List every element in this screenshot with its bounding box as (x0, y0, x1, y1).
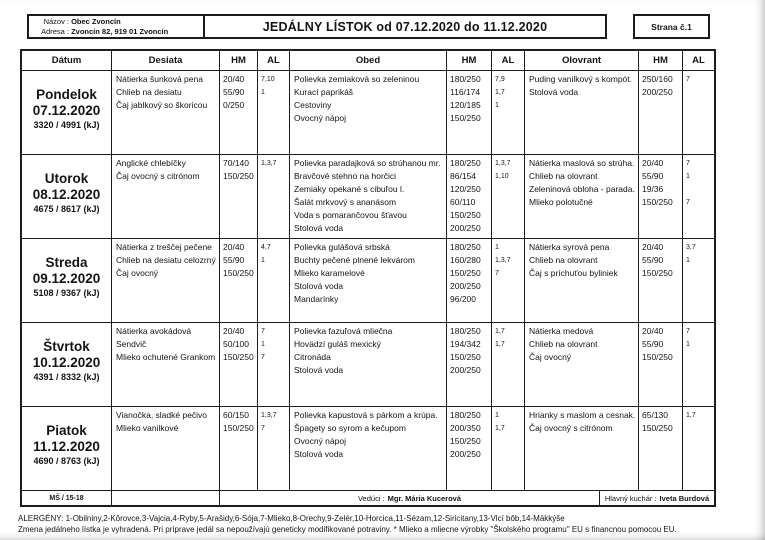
manager-name: Mgr. Mária Kucerová (387, 493, 462, 503)
olovrant-al-line: 1,7 (686, 412, 696, 419)
desiata-al-line: 7 (261, 328, 265, 335)
desiata-name-line: Nátierka z treščej pečene (116, 242, 212, 252)
desiata-al-cell (258, 323, 290, 406)
obed-hm-line: 96/200 (450, 294, 476, 304)
day-energy: 3320 / 4991 (kJ) (33, 119, 100, 130)
day-date: 10.12.2020 (32, 354, 101, 370)
obed-name-line: Stolová voda (294, 223, 344, 233)
desiata-hm-line: 55/90 (223, 255, 245, 265)
olovrant-hm-line: 20/40 (642, 158, 664, 168)
obed-hm-line: 116/174 (450, 87, 481, 97)
desiata-al-line: 7 (261, 425, 265, 432)
allergens-note: ALERGÉNY: 1-Obilniny,2-Kôrovce,3-Vajcia,4-Ryby,5-Arašidy,6-Sója,7-Mlieko,8-Orechy,9-Zelér,10-Horcica,11-Sézam,12-Siricitany,13-Vlcí bôb,14-Mäkkýše (18, 514, 565, 523)
table-footer-row (22, 491, 714, 505)
obed-name-line: Cestoviny (294, 100, 332, 110)
olovrant-al-cell (683, 407, 714, 490)
desiata-name-line: Čaj jablkový so škoricou (116, 100, 208, 110)
olovrant-name-cell (525, 71, 639, 154)
page-number: Strana č.1 (633, 14, 710, 39)
olovrant-name-line: Čaj s príchuťou byliniek (529, 268, 618, 278)
desiata-al-line: 1,3,7 (261, 160, 277, 167)
desiata-name-line: Mlieko ochutené Grankom (116, 352, 216, 362)
obed-hm-cell (447, 71, 492, 154)
school-type-cell: MŠ / 15-18 (22, 491, 112, 505)
desiata-hm-line: 150/250 (223, 423, 254, 433)
column-header-olovrant: Olovrant (525, 51, 639, 70)
desiata-name-cell (112, 323, 220, 406)
obed-al-line: 1,7 (495, 328, 505, 335)
obed-hm-line: 120/185 (450, 100, 481, 110)
day-name: Streda (45, 254, 88, 270)
olovrant-name-line: Čaj ovocný s citrónom (529, 423, 613, 433)
desiata-al-line: 4,7 (261, 244, 271, 251)
olovrant-name-cell (525, 155, 639, 238)
obed-name-line: Kurací paprikáš (294, 87, 354, 97)
desiata-al-cell (258, 71, 290, 154)
desiata-name-line: Nátierka avokádová (116, 326, 192, 336)
olovrant-hm-line: 55/90 (642, 171, 664, 181)
olovrant-name-line: Stolová voda (529, 87, 579, 97)
obed-hm-line: 200/250 (450, 223, 481, 233)
obed-name-line: Voda s pomarančovou šťavou (294, 210, 407, 220)
obed-al-line (495, 448, 524, 461)
obed-hm-line: 180/250 (450, 158, 481, 168)
day-energy: 5108 / 9367 (kJ) (33, 287, 100, 298)
org-name-label: Názov : (43, 17, 69, 26)
obed-al-line: 7,9 (495, 76, 505, 83)
column-header-al-1: AL (258, 51, 290, 70)
desiata-al-line (261, 170, 289, 183)
obed-name-line: Polievka fazuľová mliečna (294, 326, 393, 336)
date-cell (22, 407, 112, 490)
obed-name-line: Polievka gulášová srbská (294, 242, 390, 252)
obed-al-line: 1,7 (495, 425, 505, 432)
olovrant-al-line (686, 422, 714, 435)
obed-al-line (495, 351, 524, 364)
desiata-name-line: Chlieb na desiatu (116, 87, 182, 97)
desiata-al-line: 7,10 (261, 76, 275, 83)
organization-box (27, 14, 205, 39)
column-header-al-3: AL (692, 55, 705, 66)
olovrant-al-line: 7 (686, 160, 690, 167)
obed-hm-line: 180/250 (450, 74, 481, 84)
desiata-name-line: Čaj ovocný (116, 268, 159, 278)
obed-al-cell (492, 407, 525, 490)
olovrant-al-cell (683, 239, 714, 322)
desiata-hm-cell (220, 71, 258, 154)
olovrant-hm-line: 150/250 (642, 197, 673, 207)
org-address-line (36, 27, 203, 37)
desiata-name-line: Čaj ovocný s citrónom (116, 171, 200, 181)
desiata-hm-cell (220, 323, 258, 406)
desiata-al-line: 7 (261, 354, 265, 361)
day-name: Utorok (44, 170, 89, 186)
olovrant-hm-cell (639, 71, 683, 154)
obed-al-cell (492, 323, 525, 406)
olovrant-hm-line: 19/36 (642, 184, 664, 194)
obed-hm-cell (447, 407, 492, 490)
desiata-name-line: Anglické chlebíčky (116, 158, 186, 168)
olovrant-al-line: 7 (686, 199, 690, 206)
olovrant-hm-line: 65/130 (642, 410, 668, 420)
obed-al-line (495, 435, 524, 448)
column-header-hm-3: HM (639, 51, 683, 70)
day-row-pondelok (22, 71, 714, 155)
olovrant-hm-line: 250/160 (642, 74, 673, 84)
column-header-hm-1: HM (220, 51, 258, 70)
desiata-hm-line: 20/40 (223, 242, 245, 252)
obed-hm-line: 200/350 (450, 423, 481, 433)
olovrant-name-line: Chlieb na olovrant (529, 339, 598, 349)
obed-al-line (495, 196, 524, 209)
obed-hm-line: 86/154 (450, 171, 476, 181)
obed-al-cell (492, 239, 525, 322)
olovrant-hm-line: 55/90 (642, 339, 664, 349)
obed-hm-line: 150/250 (450, 268, 481, 278)
obed-al-line (495, 112, 524, 125)
obed-hm-line: 120/250 (450, 184, 481, 194)
desiata-al-line: 1 (261, 89, 265, 96)
obed-hm-line: 194/342 (450, 339, 481, 349)
obed-hm-line: 180/250 (450, 410, 481, 420)
obed-hm-cell (447, 323, 492, 406)
desiata-hm-cell (220, 239, 258, 322)
olovrant-al-line (686, 267, 714, 280)
manager-signature-cell (220, 491, 600, 505)
obed-al-cell (492, 71, 525, 154)
desiata-al-line: 1,3,7 (261, 412, 277, 419)
olovrant-al-line: 7 (686, 328, 690, 335)
day-row-štvrtok (22, 323, 714, 407)
desiata-hm-line: 0/250 (223, 100, 245, 110)
desiata-name-line: Sendvič (116, 339, 147, 349)
olovrant-hm-line: 200/250 (642, 87, 673, 97)
olovrant-name-line: Nátierka medová (529, 326, 594, 336)
obed-al-line (495, 222, 524, 235)
olovrant-hm-line: 150/250 (642, 352, 673, 362)
day-energy: 4690 / 8763 (kJ) (33, 455, 100, 466)
table-header-row (22, 51, 714, 71)
footer-empty-cell (112, 491, 220, 505)
obed-name-cell (290, 407, 447, 490)
obed-al-line: 1 (495, 102, 499, 109)
column-header-datum: Dátum (22, 51, 112, 70)
desiata-hm-line: 150/250 (223, 268, 254, 278)
desiata-name-cell (112, 71, 220, 154)
desiata-name-line: Mlieko vanilkové (116, 423, 179, 433)
obed-al-line (495, 183, 524, 196)
menu-table (20, 49, 716, 507)
chef-signature-cell (600, 491, 714, 505)
desiata-al-line: 1 (261, 341, 265, 348)
olovrant-hm-cell (639, 155, 683, 238)
olovrant-name-cell (525, 323, 639, 406)
obed-hm-cell (447, 239, 492, 322)
obed-al-line: 1,3,7 (495, 160, 511, 167)
obed-name-cell (290, 71, 447, 154)
day-date: 07.12.2020 (32, 102, 101, 118)
obed-hm-line: 160/280 (450, 255, 481, 265)
olovrant-name-line: Chlieb na olovrant (529, 255, 598, 265)
obed-al-line: 1,7 (495, 341, 505, 348)
obed-name-line: Stolová voda (294, 281, 344, 291)
desiata-hm-cell (220, 407, 258, 490)
day-date: 09.12.2020 (32, 270, 101, 286)
olovrant-al-line (686, 183, 714, 196)
obed-hm-line: 200/250 (450, 365, 481, 375)
desiata-al-cell (258, 239, 290, 322)
chef-label: Hlavný kuchár : (604, 493, 657, 503)
day-row-piatok (22, 407, 714, 491)
olovrant-hm-line: 150/250 (642, 268, 673, 278)
desiata-name-line: Chlieb na desiatu celozrný (116, 255, 216, 265)
olovrant-name-line: Zeleninová obloha - parada. (529, 184, 635, 194)
obed-name-line: Hovädzí guláš mexický (294, 339, 381, 349)
desiata-hm-line: 70/140 (223, 158, 249, 168)
header-gap (607, 14, 633, 39)
desiata-al-line: 1 (261, 257, 265, 264)
obed-name-cell (290, 239, 447, 322)
obed-name-line: Ovocný nápoj (294, 113, 346, 123)
desiata-name-cell (112, 155, 220, 238)
column-header-al-2: AL (492, 51, 525, 70)
obed-hm-cell (447, 155, 492, 238)
obed-hm-line: 60/110 (450, 197, 476, 207)
obed-al-line: 1,10 (495, 173, 509, 180)
day-date: 11.12.2020 (33, 438, 100, 454)
disclaimer-note: Zmena jedálneho lístka je vyhradená. Pri príprave jedál sa nepoužívajú geneticky modifikované potraviny. * Mlieko a mliecne výrobky "Školského programu" EU s financnou pomocou EU. (18, 524, 677, 534)
olovrant-name-line: Nátierka maslová so strúha. (529, 158, 635, 168)
olovrant-name-line: Chlieb na olovrant (529, 171, 598, 181)
menu-title: JEDÁLNY LÍSTOK od 07.12.2020 do 11.12.2020 (205, 14, 607, 39)
olovrant-al-line: 1 (686, 173, 690, 180)
obed-name-line: Šalát mrkvový s ananásom (294, 197, 397, 207)
org-name-line (36, 17, 203, 27)
desiata-hm-line: 150/250 (223, 352, 254, 362)
olovrant-name-cell (525, 239, 639, 322)
desiata-hm-line: 150/250 (223, 171, 254, 181)
obed-al-line (495, 364, 524, 377)
column-header-desiata: Desiata (112, 51, 220, 70)
day-row-streda (22, 239, 714, 323)
olovrant-al-line (686, 351, 714, 364)
obed-name-line: Mandarínky (294, 294, 339, 304)
org-address-value: Zvoncín 82, 919 01 Zvoncín (71, 26, 169, 36)
day-name: Štvrtok (43, 338, 90, 354)
olovrant-name-line: Nátierka syrová pena (529, 242, 610, 252)
olovrant-hm-cell (639, 239, 683, 322)
desiata-hm-line: 50/100 (223, 339, 249, 349)
chef-name: Iveta Burdová (659, 493, 710, 503)
desiata-al-line (261, 267, 289, 280)
obed-name-line: Stolová voda (294, 365, 344, 375)
date-cell (22, 323, 112, 406)
olovrant-hm-line: 20/40 (642, 326, 664, 336)
day-date: 08.12.2020 (32, 186, 101, 202)
desiata-al-cell (258, 155, 290, 238)
obed-hm-line: 200/250 (450, 449, 481, 459)
obed-hm-line: 150/250 (450, 436, 481, 446)
obed-name-line: Bravčové stehno na horčici (294, 171, 397, 181)
day-energy: 4675 / 8617 (kJ) (33, 203, 100, 214)
desiata-hm-line: 20/40 (223, 74, 245, 84)
olovrant-al-cell (683, 155, 714, 238)
desiata-hm-line: 55/90 (223, 87, 245, 97)
column-header-hm-2: HM (447, 51, 492, 70)
obed-name-line: Polievka paradajková so strúhanou mr. (294, 158, 441, 168)
obed-name-line: Mlieko karamelové (294, 268, 365, 278)
olovrant-hm-line: 150/250 (642, 423, 673, 433)
desiata-name-line: Vianočka, sladké pečivo (116, 410, 208, 420)
desiata-name-cell (112, 239, 220, 322)
obed-hm-line: 150/250 (450, 352, 481, 362)
document-header (27, 14, 765, 39)
obed-name-cell (290, 155, 447, 238)
olovrant-hm-line: 20/40 (642, 242, 664, 252)
olovrant-al-line: 1 (686, 341, 690, 348)
day-name: Piatok (46, 422, 87, 438)
olovrant-al-cell (683, 323, 714, 406)
obed-hm-line: 180/250 (450, 242, 481, 252)
obed-al-line (495, 293, 524, 306)
olovrant-name-line: Mlieko polotučné (529, 197, 593, 207)
obed-al-line: 1 (495, 244, 499, 251)
desiata-al-cell (258, 407, 290, 490)
desiata-hm-cell (220, 155, 258, 238)
obed-hm-line: 200/250 (450, 281, 481, 291)
olovrant-al-line: 7 (686, 76, 690, 83)
obed-name-line: Zemiaky opekané s cibuľou l. (294, 184, 405, 194)
obed-name-line: Citronáda (294, 352, 331, 362)
desiata-name-line: Nátierka šunková pena (116, 74, 203, 84)
footnotes (18, 514, 765, 535)
obed-hm-line: 150/250 (450, 210, 481, 220)
olovrant-hm-line: 55/90 (642, 255, 664, 265)
date-cell (22, 155, 112, 238)
obed-name-line: Polievka kapustová s párkom a krúpa. (294, 410, 438, 420)
olovrant-name-cell (525, 407, 639, 490)
olovrant-name-line: Hrianky s maslom a cesnak. (529, 410, 636, 420)
date-cell (22, 239, 112, 322)
olovrant-al-line: 1 (686, 257, 690, 264)
column-header-obed: Obed (290, 51, 447, 70)
olovrant-al-cell (683, 71, 714, 154)
day-name: Pondelok (36, 86, 97, 102)
date-cell (22, 71, 112, 154)
olovrant-al-line (686, 86, 714, 99)
obed-name-line: Ovocný nápoj (294, 436, 346, 446)
obed-hm-line: 150/250 (450, 113, 481, 123)
day-row-utorok (22, 155, 714, 239)
obed-al-cell (492, 155, 525, 238)
obed-name-line: Špagety so syrom a kečupom (294, 423, 406, 433)
olovrant-hm-cell (639, 323, 683, 406)
desiata-al-line (261, 99, 289, 112)
menu-body (22, 71, 714, 491)
olovrant-al-line: 3,7 (686, 244, 696, 251)
org-address-label: Adresa : (41, 26, 69, 36)
desiata-hm-line: 60/150 (223, 410, 249, 420)
olovrant-name-line: Puding vanilkový s kompót. (529, 74, 632, 84)
obed-al-line: 1,7 (495, 89, 505, 96)
obed-name-cell (290, 323, 447, 406)
obed-name-line: Stolová voda (294, 449, 344, 459)
olovrant-hm-cell (639, 407, 683, 490)
obed-name-line: Polievka zemiaková so zeleninou (294, 74, 420, 84)
obed-hm-line: 180/250 (450, 326, 481, 336)
obed-al-line: 1 (495, 412, 499, 419)
olovrant-name-line: Čaj ovocný (529, 352, 572, 362)
manager-label: Vedúci : (357, 493, 385, 503)
day-energy: 4391 / 8332 (kJ) (33, 371, 100, 382)
obed-al-line (495, 280, 524, 293)
desiata-hm-line: 20/40 (223, 326, 245, 336)
obed-al-line: 1,3,7 (495, 257, 511, 264)
org-name-value: Obec Zvoncín (71, 17, 121, 26)
desiata-name-cell (112, 407, 220, 490)
obed-name-line: Buchty pečené plnené lekvárom (294, 255, 415, 265)
obed-al-line (495, 209, 524, 222)
obed-al-line: 7 (495, 270, 499, 277)
